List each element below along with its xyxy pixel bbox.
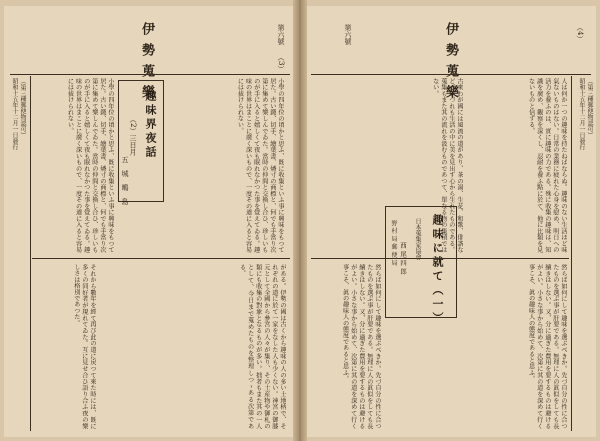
body-text-left-lower: がある。伊勢の國は古くから趣味の人の多い土地柄で、それぞれの道に於て一家をなした人も少くない。神宮の御膝元として全國から參宮の人々が集り、その土産物や御札の類にも收集の對象となるものが多い。拙者もまた其の一人として、今日まで蒐めたものを整理しつゝある次第である。 — [238, 264, 286, 429]
colophon-rule-right — [571, 76, 572, 431]
body-text-right-lower-left: 然らば如何にして趣味を選ぶべきか。先づ自分の性に合つたものを選ぶ事が肝要である。無理に人の眞似をしても長續きはしない。又、分に過ぎた費用を要するものは避けるがよい。小さな事から始めて、次第に其の道を深めて行く事こそ、眞の趣味人の態度であると思ふ。 — [341, 264, 381, 429]
body-text-left-bottom: それから數年を經て再び此の道に戻つて來た時には、既に多くの同好者が現れてゐた。互に見せ合ひ語り合ふ夜の樂しさは格別であつた。 — [72, 264, 96, 429]
page-number-left: （3） — [277, 54, 285, 73]
masthead-left: 伊勢蒐樂 — [139, 22, 154, 106]
page-left — [4, 6, 293, 437]
masthead-right: 伊勢蒐樂 — [443, 22, 458, 106]
body-text-right-upper: 人は何か一つの趣味を持たねばならぬ。趣味のない生活ほど味氣ないものはない。日常の業務に疲れた心身を慰め、明日への活力を養ふのは、實に趣味の力である。殊に收集の趣味は、知識を廣め、觀察を深くし、忍耐を養ふ點に於て、他に比類を見ないものと信ずる。 — [527, 78, 567, 253]
article-byline-right-2: 野 村 局 郵 便 局 — [390, 220, 397, 266]
colophon-left-2: （第三種郵便物認可） — [19, 78, 26, 138]
article-title-left: 趣味界夜話 — [144, 90, 157, 160]
page-right — [307, 6, 596, 437]
colophon-rule-left — [30, 76, 31, 431]
colophon-left-1: 昭和十五年十二月一日發行 — [11, 78, 18, 150]
running-head-left: 第六號 — [277, 24, 285, 45]
body-text-left-upper-right: 小學の四年位の頃かと思ふ、既に收集といふ事に興味をもつて居た。古い錢、切手、繪葉書、燐寸の商標と、何でも手當り次第に集めて樂しんでゐた。當時の仲間と交換し合ひ、珍しいものが手に入ると嬉しくて夜も眠れなかつた事を覺えてゐる。趣味の世界はまことに廣く深いもので、一度その道に入ると容易には拔けられない。 — [236, 78, 284, 253]
body-text-right-middle: 古來わが國には風流の道があり、茶の湯、生花、和歌、俳諧など、いづれも生活の中に美を見出す心から生れたものである。蒐集もまた其の流れを汲むものであつて、單なる物の集積ではない。 — [431, 78, 463, 253]
header-rule-right — [311, 74, 591, 75]
article-byline-right-1: 日本蒐集家協會 — [414, 218, 421, 260]
running-head-right: 第六號 — [344, 24, 352, 45]
section-rule-left — [32, 258, 290, 259]
body-text-left-upper: 小學の四年位の頃かと思ふ、既に收集といふ事に興味をもつて居た。古い錢、切手、繪葉書、燐寸の商標と、何でも手當り次第に集めて樂しんでゐた。當時の仲間と交換し合ひ、珍しいものが手に入ると嬉しくて夜も眠れなかつた事を覺えてゐる。趣味の世界はまことに廣く深いもので、一度その道に入ると容易には拔けられない。 — [66, 78, 114, 253]
article-subtitle-left: （2）三日月 — [129, 116, 137, 156]
page-number-right: （4） — [576, 24, 584, 43]
section-rule-right — [311, 258, 569, 259]
book-gutter — [293, 0, 307, 441]
body-text-right-lower: 然らば如何にして趣味を選ぶべきか。先づ自分の性に合つたものを選ぶ事が肝要である。無理に人の眞似をしても長續きはしない。又、分に過ぎた費用を要するものは避けるがよい。小さな事から始めて、次第に其の道を深めて行く事こそ、眞の趣味人の態度であると思ふ。 — [527, 264, 567, 429]
article-author-right: 西 尾 四 郎 — [399, 242, 407, 275]
article-author-left: 五 城 鴫 島 — [121, 156, 129, 205]
colophon-right-1: 昭和十五年十二月一日發行 — [578, 78, 585, 150]
colophon-right-2: （第三種郵便物認可） — [586, 78, 593, 138]
header-rule-left — [10, 74, 290, 75]
article-title-right: 趣味に就て（一） — [431, 214, 444, 326]
